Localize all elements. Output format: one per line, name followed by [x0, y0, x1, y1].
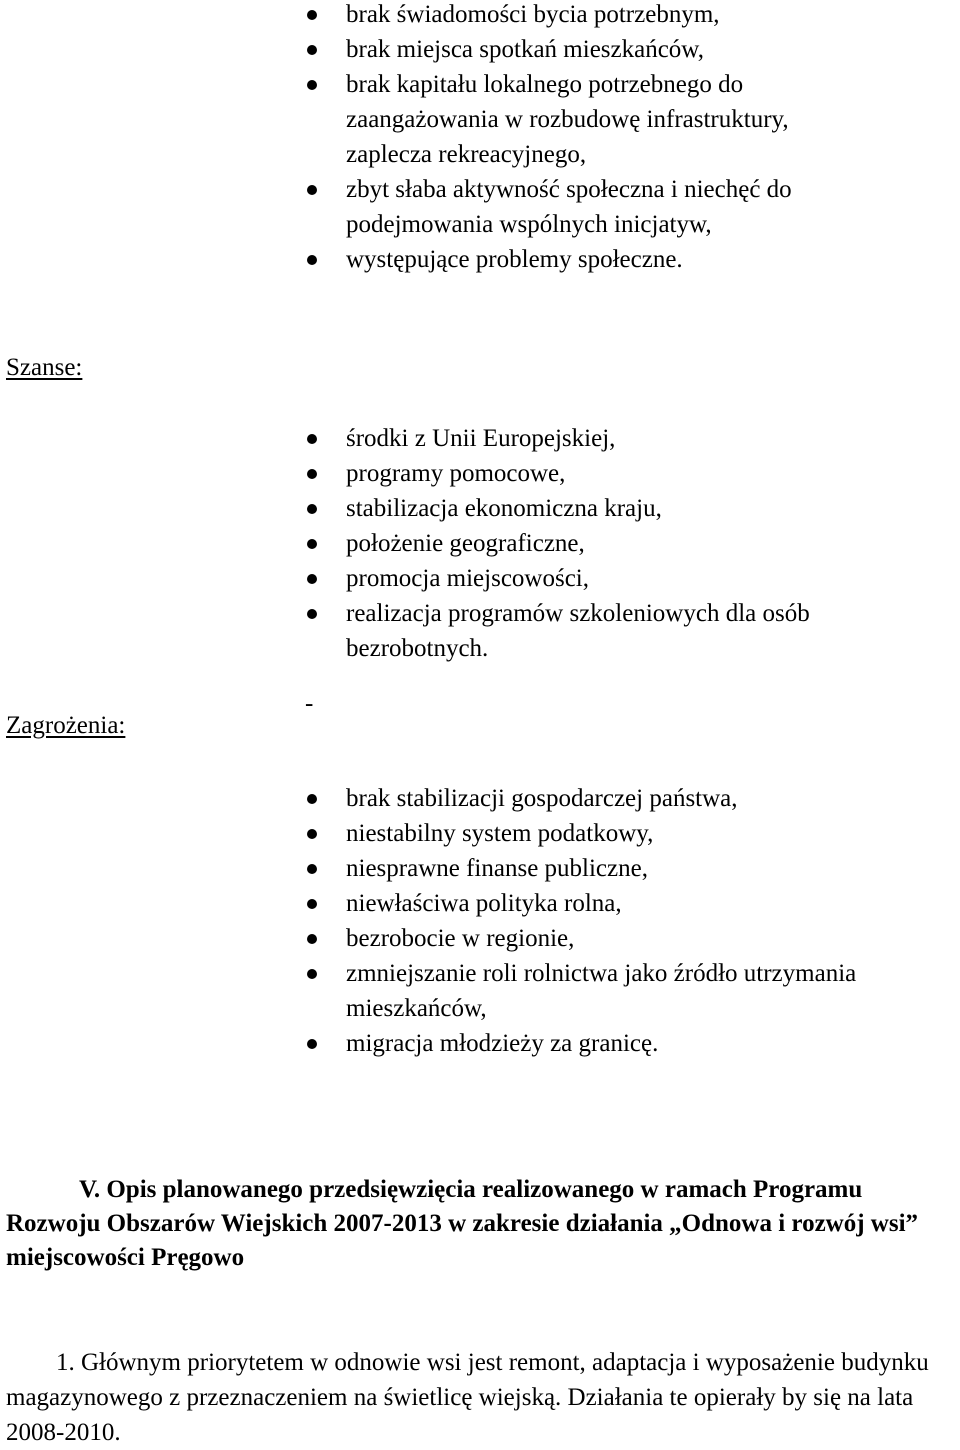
bullet-icon: [307, 1039, 317, 1049]
paragraph-text: Głównym priorytetem w odnowie wsi jest remont, adaptacja i wyposażenie budynku magazynowego z przeznaczeniem na świetlicę wiejską. Działania te opierały by się na lata 2008-2010.: [6, 1349, 929, 1446]
list-item: bezrobocie w regionie,: [0, 921, 960, 956]
list-item: niesprawne finanse publiczne,: [0, 851, 960, 886]
list-item: realizacja programów szkoleniowych dla osób bezrobotnych.: [0, 596, 960, 666]
list-item: środki z Unii Europejskiej,: [0, 421, 960, 456]
dash-marker: -: [305, 690, 314, 717]
bullet-icon: [307, 864, 317, 874]
bullet-icon: [307, 185, 317, 195]
bullet-icon: [307, 934, 317, 944]
list-item: występujące problemy społeczne.: [0, 242, 960, 277]
list-item: promocja miejscowości,: [0, 561, 960, 596]
list-item: programy pomocowe,: [0, 456, 960, 491]
bullet-icon: [307, 10, 317, 20]
threats-heading: Zagrożenia:: [6, 712, 126, 739]
list-item: brak kapitału lokalnego potrzebnego do zaangażowania w rozbudowę infrastruktury, zaplecza rekreacyjnego,: [0, 67, 960, 172]
bullet-icon: [307, 504, 317, 514]
bullet-icon: [307, 829, 317, 839]
list-item: niestabilny system podatkowy,: [0, 816, 960, 851]
bullet-icon: [307, 794, 317, 804]
list-item: brak świadomości bycia potrzebnym,: [0, 0, 960, 32]
section-title-text: Opis planowanego przedsięwzięcia realizowanego w ramach Programu Rozwoju Obszarów Wiejskich 2007-2013 w zakresie działania „Odnowa i rozwój wsi” miejscowości Pręgowo: [6, 1176, 919, 1271]
list-item: położenie geograficzne,: [0, 526, 960, 561]
bullet-icon: [307, 969, 317, 979]
list-item: migracja młodzieży za granicę.: [0, 1026, 960, 1061]
bullet-icon: [307, 434, 317, 444]
list-item: brak stabilizacji gospodarczej państwa,: [0, 781, 960, 816]
list-item: zbyt słaba aktywność społeczna i niechęć do podejmowania wspólnych inicjatyw,: [0, 172, 960, 242]
list-item: brak miejsca spotkań mieszkańców,: [0, 32, 960, 67]
opportunities-heading: Szanse:: [6, 354, 83, 381]
list-item: stabilizacja ekonomiczna kraju,: [0, 491, 960, 526]
threats-list: [0, 781, 960, 1061]
section-heading: [6, 1173, 956, 1275]
section-number: V.: [79, 1176, 101, 1203]
list-item: zmniejszanie roli rolnictwa jako źródło utrzymania mieszkańców,: [0, 956, 960, 1026]
bullet-icon: [307, 574, 317, 584]
bullet-icon: [307, 539, 317, 549]
bullet-icon: [307, 255, 317, 265]
bullet-icon: [307, 469, 317, 479]
bullet-icon: [307, 609, 317, 619]
bullet-icon: [307, 45, 317, 55]
opportunities-list: [0, 421, 960, 666]
paragraph-number: 1.: [56, 1349, 75, 1376]
list-item: niewłaściwa polityka rolna,: [0, 886, 960, 921]
bullet-icon: [307, 899, 317, 909]
paragraph: [6, 1345, 960, 1450]
weaknesses-list: [0, 0, 960, 277]
bullet-icon: [307, 80, 317, 90]
